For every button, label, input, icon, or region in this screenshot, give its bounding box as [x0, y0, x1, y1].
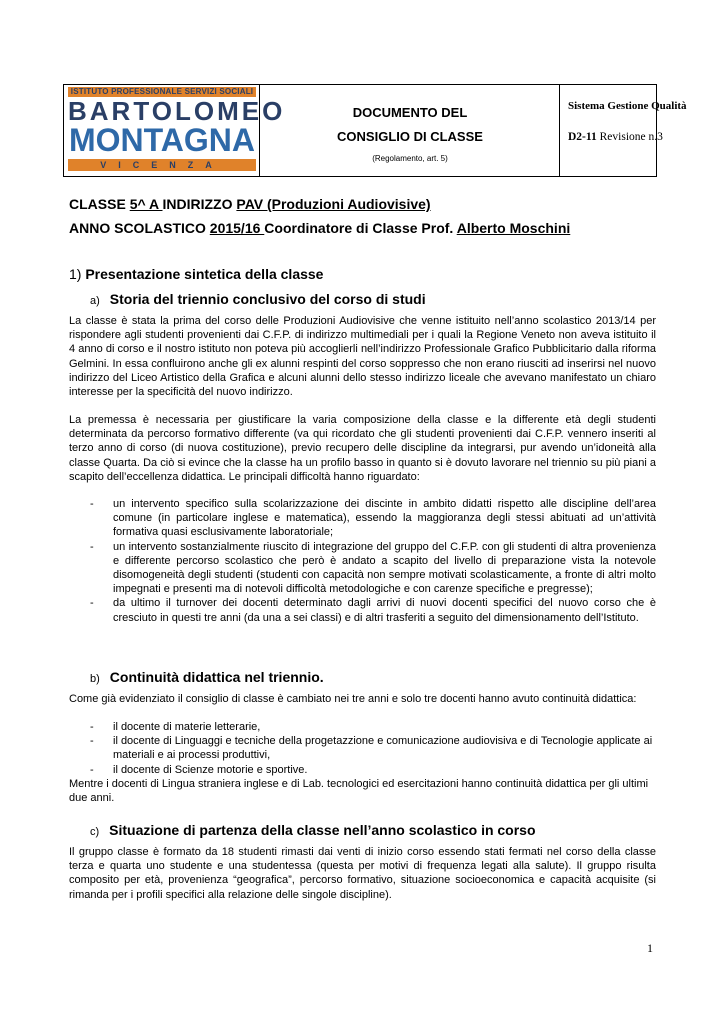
subsection-a-title: Storia del triennio conclusivo del corso di studi [109, 291, 426, 307]
document-code: D2-11 [568, 131, 597, 143]
quality-system-label: Sistema Gestione Qualità [568, 100, 687, 112]
logo-line3: MONTAGNA [68, 122, 256, 158]
section-heading [69, 266, 323, 282]
revision-info [568, 131, 663, 143]
list-item-text: da ultimo il turnover dei docenti determinato dagli arrivi di nuovi docenti specifici del nuovo corso che è cresciuto in questi tre anni (da una a sei classi) e di altri trasferiti a seguito del dimensionamento dell’Istituto. [113, 597, 656, 624]
subsection-b-letter: b) [90, 673, 100, 685]
list-item-text: il docente di Linguaggi e tecniche della progetazzione e comunicazione audiovisiva e di Tecnologie applicate ai materiali e ai processi produttivi, [113, 735, 653, 762]
bullet-dash: - [90, 498, 94, 510]
list-item [69, 596, 656, 624]
subsection-c-paragraph-1: Il gruppo classe è formato da 18 studenti rimasti dai venti di inizio corso essendo stati fermati nel corso della classe terza e quarta uno studente e una studentessa (questa per motivi di frequenza legati alla salute). Il gruppo risulta composito per età, provenienza “geografica”, percorso formativo, situazione socioeconomica e capacità acquisite (si rimanda per i profili specifici alla relazione delle singole discipline). [69, 846, 656, 901]
subsection-a-letter: a) [90, 295, 100, 307]
list-item [69, 734, 656, 762]
bullet-dash: - [90, 763, 94, 776]
header-table [63, 84, 687, 177]
list-item-text: un intervento specifico sulla scolarizzazione dei discinte in ambito didatti rispetto alle discipline dell’area comune (in particolare inglese e matematica), essendo la maggioranza degli stessi abituati ad un’attività formativa quasi esclusivamente laboratoriale; [113, 498, 656, 539]
class-line [69, 196, 431, 212]
section-number: 1) [69, 266, 82, 282]
bullet-dash: - [90, 735, 94, 748]
coordinator-value: Alberto Moschini [456, 220, 571, 236]
indirizzo-value: PAV (Produzioni Audiovisive) [236, 196, 431, 212]
coordinator-label: Coordinatore di Classe Prof. [264, 220, 454, 236]
subsection-b-heading [90, 669, 324, 685]
document-subtitle: (Regolamento, art. 5) [372, 154, 448, 163]
year-line [69, 220, 570, 236]
list-item-text: un intervento sostanzialmente riuscito di integrazione del gruppo del C.F.P. con gli studenti di altra provenienza e differente percorso scolastico che però è andato a scapito del livello di preparazione vista la notevole disomogeneità degli studenti (studenti con capacità non sempre motivati scolasticamente, a fronte di altri molto impegnati e presenti ma di notevoli difficoltà metodologiche e con carenze specifiche e pregresse); [113, 540, 656, 596]
bullet-dash: - [90, 721, 94, 733]
list-item-text: il docente di materie letterarie, [113, 721, 261, 733]
subsection-b-list [69, 720, 656, 777]
list-item [69, 540, 656, 597]
subsection-c-title: Situazione di partenza della classe nell’anno scolastico in corso [109, 822, 536, 838]
header-logo-cell [64, 85, 286, 176]
logo-line4: VICENZA [68, 159, 256, 171]
revision-label: Revisione n.3 [599, 131, 663, 143]
subsection-a-paragraph-2: La premessa è necessaria per giustificare la varia composizione della classe e la differente età degli studenti determinata da percorso formativo differente (va qui ricordato che gli studenti provenienti dai C.F.P. vennero inseriti al terzo anno di corso (di nuova costituzione), previo recupero delle discipline da integrarsi, pur avendo un’idoneità alla classe Quarta. Da ciò si evince che la classe ha un profilo basso in quanto si è dovuto lavorare nel triennio su più piani a scapito dell’eccellenza didattica. Le principali difficoltà hanno riguardato: [69, 414, 656, 483]
logo-line1: ISTITUTO PROFESSIONALE SERVIZI SOCIALI [68, 87, 256, 97]
subsection-b-paragraph-1: Come già evidenziato il consiglio di classe è cambiato nei tre anni e solo tre docenti hanno avuto continuità didattica: [69, 693, 637, 705]
subsection-a-list [69, 497, 656, 625]
logo-line2: BARTOLOMEO [68, 96, 286, 126]
list-item [69, 763, 656, 777]
subsection-b-paragraph-2: Mentre i docenti di Lingua straniera inglese e di Lab. tecnologici ed esercitazioni hanno continuità didattica per gli ultimi due anni. [69, 778, 649, 805]
anno-value: 2015/16 [209, 220, 265, 236]
bullet-dash: - [90, 540, 94, 553]
list-item-text: il docente di Scienze motorie e sportive. [113, 763, 308, 776]
subsection-a-paragraph-1: La classe è stata la prima del corso delle Produzioni Audiovisive che venne istituito nell’anno scolastico 2013/14 per rispondere agli studenti provenienti dai C.F.P. di indirizzo multimediali per i quali la Regione Veneto non aveva istituito il 4 anno di corso e il nostro istituto non poteva più accoglierli nell’indirizzo Professionale Grafico Pubblicitario dalla riforma Gelmini. In essa confluirono anche gli ex alunni respinti del corso soppresso che non erano riusciti ad inserirsi nel nuovo indirizzo del Liceo Artistico della Grafica e alcuni alunni dello stesso indirizzo liceale che avevano manifestato un chiaro interesse per la specificità del nuovo indirizzo. [69, 315, 656, 399]
document-title-line2: CONSIGLIO DI CLASSE [337, 129, 483, 144]
classe-label: CLASSE [69, 196, 126, 212]
subsection-a-heading [90, 291, 426, 307]
header-title-cell [260, 85, 560, 176]
subsection-b-title: Continuità didattica nel triennio. [109, 669, 324, 685]
list-item [69, 497, 656, 540]
subsection-c-heading [90, 822, 536, 838]
indirizzo-label: INDIRIZZO [162, 196, 233, 212]
subsection-c-letter: c) [90, 826, 100, 838]
section-title: Presentazione sintetica della classe [85, 266, 324, 282]
page-number: 1 [647, 941, 653, 955]
school-logo [68, 87, 286, 172]
classe-value: 5^ A [129, 196, 163, 212]
document-title-line1: DOCUMENTO DEL [352, 105, 468, 120]
list-item [69, 720, 656, 734]
header-quality-cell [560, 85, 687, 176]
anno-label: ANNO SCOLASTICO [69, 220, 206, 236]
bullet-dash: - [90, 597, 94, 610]
